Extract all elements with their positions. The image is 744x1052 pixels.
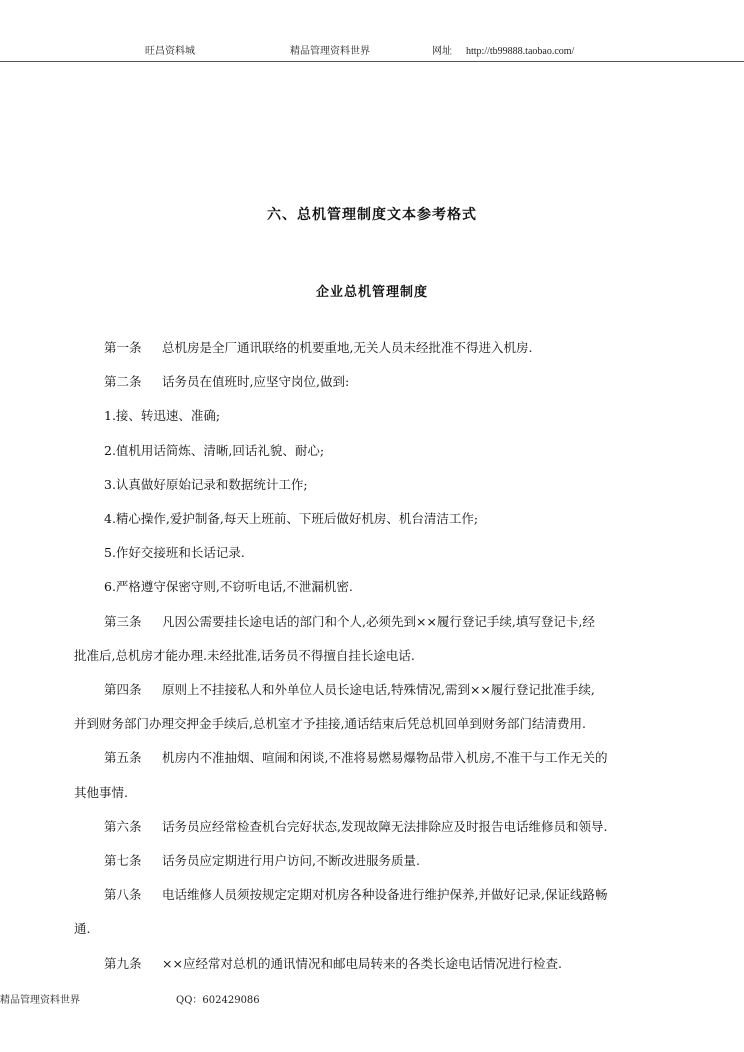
article-number: 第八条 [104,887,142,903]
article-number: 第一条 [104,340,142,355]
article-number: 第六条 [104,818,142,834]
line-text: 通. [74,921,91,937]
line-text: 话务员应经常检查机台完好状态,发现故障无法排除应及时报告电话维修员和领导. [162,818,608,834]
line-text: 1.接、转迅速、准确; [104,408,221,424]
header-url-label: 网址 [432,46,452,57]
document-line [104,536,684,569]
line-text: 总机房是全厂通讯联络的机要重地,无关人员未经批准不得进入机房. [162,340,533,355]
document-line [104,399,684,432]
line-text: 话务员在值班时,应坚守岗位,做到: [162,374,350,390]
document-title: 六、总机管理制度文本参考格式 [267,207,477,223]
document-line [104,502,684,535]
line-text: 原则上不挂接私人和外单位人员长途电话,特殊情况,需到××履行登记批准手续, [162,682,595,697]
header-url-link[interactable]: http://tb99888.taobao.com/ [466,46,575,57]
article-number: 第五条 [104,750,142,766]
line-text: ××应经常对总机的通讯情况和邮电局转来的各类长途电话情况进行检查. [162,955,562,971]
article-number: 第二条 [104,374,142,390]
line-text: 批准后,总机房才能办理.未经批准,话务员不得擅自挂长途电话. [74,647,415,663]
document-line [104,434,684,467]
line-text: 5.作好交接班和长话记录. [104,545,245,561]
document-line [104,365,684,398]
line-text: 并到财务部门办理交押金手续后,总机室才予挂接,通话结束后凭总机回单到财务部门结清费用. [74,716,586,732]
line-text: 2.值机用话简炼、清晰,回话礼貌、耐心; [104,442,325,458]
line-text: 其他事情. [74,784,128,800]
document-line [104,878,684,911]
line-text: 机房内不准抽烟、喧闹和闲谈,不准将易燃易爆物品带入机房,不准干与工作无关的 [162,750,608,766]
document-line [104,570,684,603]
document-line [104,331,684,364]
document-line [74,707,654,740]
article-number: 第七条 [104,853,142,868]
page-header [0,0,744,62]
line-text: 3.认真做好原始记录和数据统计工作; [104,476,308,492]
document-line [104,605,684,638]
article-number: 第九条 [104,955,142,971]
document-line [74,912,654,945]
document-line [104,673,684,706]
line-text: 6.严格遵守保密守则,不窃听电话,不泄漏机密. [104,579,353,595]
document-line [104,468,684,501]
document-line [104,810,684,843]
line-text: 4.精心操作,爱护制备,每天上班前、下班后做好机房、机台清洁工作; [104,511,479,526]
footer-qq: QQ：602429086 [176,995,260,1006]
line-text: 凡因公需要挂长途电话的部门和个人,必须先到××履行登记手续,填写登记卡,经 [162,613,595,629]
article-number: 第三条 [104,613,142,629]
line-text: 电话维修人员须按规定定期对机房各种设备进行维护保养,并做好记录,保证线路畅 [162,887,608,903]
header-shop-name: 旺昌资料城 [145,46,195,57]
document-line [104,844,684,877]
line-text: 话务员应定期进行用户访问,不断改进服务质量. [162,853,420,868]
header-world-name: 精品管理资料世界 [290,46,370,57]
document-line [104,741,684,774]
article-number: 第四条 [104,682,142,697]
document-line [104,947,684,980]
footer-world-name: 精品管理资料世界 [0,995,80,1006]
document-line [74,639,654,672]
document-subtitle: 企业总机管理制度 [315,285,428,300]
document-line [74,776,654,809]
